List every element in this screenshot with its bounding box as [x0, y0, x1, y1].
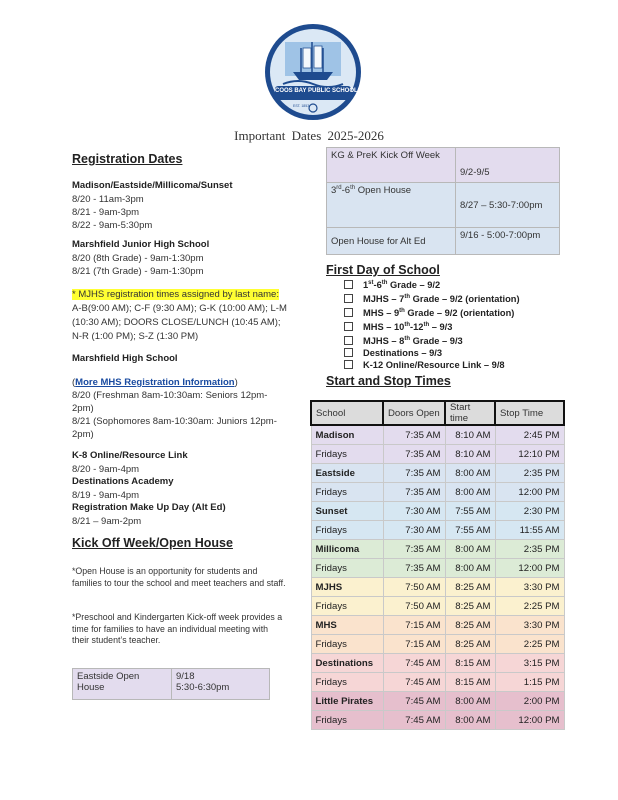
eastside-open-house-time: 5:30-6:30pm [176, 682, 230, 693]
mhs-link-line: (More MHS Registration Information) [72, 377, 238, 388]
school-name-cell: Fridays [311, 445, 383, 464]
column-header-doors-open: Doors Open [383, 401, 445, 425]
times-row [311, 445, 564, 464]
makeup-day-time: 8/21 – 9am-2pm [72, 516, 142, 527]
stop-time-cell: 12:00 PM [495, 483, 564, 502]
times-row [311, 578, 564, 597]
times-row [311, 616, 564, 635]
start-time-cell: 8:00 AM [445, 559, 495, 578]
mjhs-registration-note [72, 288, 290, 344]
registration-heading: Registration Dates [72, 152, 183, 166]
doors-open-cell: 7:15 AM [383, 616, 445, 635]
times-row [311, 464, 564, 483]
destinations-time: 8/19 - 9am-4pm [72, 490, 140, 501]
doors-open-cell: 7:45 AM [383, 654, 445, 673]
first-day-list [344, 277, 520, 371]
school-name-cell: Fridays [311, 559, 383, 578]
school-name-cell: Fridays [311, 597, 383, 616]
times-row [311, 502, 564, 521]
doors-open-cell: 7:35 AM [383, 445, 445, 464]
checkbox-icon [344, 294, 353, 303]
start-stop-times-table [310, 400, 565, 730]
first-day-item-text: Destinations – 9/3 [363, 348, 443, 359]
mjhs-registration-title: Marshfield Junior High School [72, 239, 210, 250]
doors-open-cell: 7:45 AM [383, 711, 445, 730]
stop-time-cell: 2:30 PM [495, 502, 564, 521]
school-name-cell: Fridays [311, 635, 383, 654]
times-row [311, 540, 564, 559]
doors-open-cell: 7:35 AM [383, 559, 445, 578]
doors-open-cell: 7:35 AM [383, 540, 445, 559]
k8-online-time: 8/20 - 9am-4pm [72, 464, 140, 475]
school-name-cell: Fridays [311, 673, 383, 692]
stop-time-cell: 1:15 PM [495, 673, 564, 692]
first-day-item: MJHS – 7th Grade – 9/2 (orientation) [344, 291, 520, 305]
mjhs-note-schedule: A-B(9:00 AM); C-F (9:30 AM); G-K (10:00 AM); L-M (10:30 AM); DOORS CLOSE/LUNCH (10:45 AM); N-R (1:00 PM); S-Z (1:30 PM) [72, 303, 287, 342]
destinations-title: Destinations Academy [72, 476, 174, 487]
checkbox-icon [344, 336, 353, 345]
times-row [311, 673, 564, 692]
logo-established: EST. 1853 [293, 104, 310, 108]
doors-open-cell: 7:30 AM [383, 502, 445, 521]
times-row [311, 597, 564, 616]
school-name-cell: Millicoma [311, 540, 383, 559]
school-name-cell: Fridays [311, 711, 383, 730]
mhs-sophomore-junior-times: 8/21 (Sophomores 8am-10:30am: Juniors 12pm-2pm) [72, 416, 277, 440]
stop-time-cell: 12:10 PM [495, 445, 564, 464]
stop-time-cell: 3:30 PM [495, 578, 564, 597]
first-day-item [344, 359, 520, 371]
times-row [311, 483, 564, 502]
stop-time-cell: 2:35 PM [495, 464, 564, 483]
eastside-open-house-label: Eastside Open House [73, 669, 172, 700]
start-time-cell: 8:15 AM [445, 673, 495, 692]
stop-time-cell: 2:25 PM [495, 635, 564, 654]
eastside-open-house-table [72, 668, 270, 700]
event-label: KG & PreK Kick Off Week [327, 148, 456, 183]
start-time-cell: 8:25 AM [445, 578, 495, 597]
times-row [311, 654, 564, 673]
checkbox-icon [344, 308, 353, 317]
k8-online-title: K-8 Online/Resource Link [72, 450, 188, 461]
start-time-cell: 8:25 AM [445, 616, 495, 635]
start-time-cell: 8:00 AM [445, 711, 495, 730]
stop-time-cell: 12:00 PM [495, 559, 564, 578]
doors-open-cell: 7:45 AM [383, 692, 445, 711]
column-header-school: School [311, 401, 383, 425]
times-row [311, 692, 564, 711]
event-label: 3rd-6th Open House [327, 183, 456, 228]
stop-time-cell: 11:55 AM [495, 521, 564, 540]
start-time-cell: 8:25 AM [445, 597, 495, 616]
school-name-cell: Fridays [311, 483, 383, 502]
first-day-item: MJHS – 8th Grade – 9/3 [344, 333, 520, 347]
checkbox-icon [344, 348, 353, 357]
events-row [327, 148, 560, 183]
start-time-cell: 8:15 AM [445, 654, 495, 673]
doors-open-cell: 7:35 AM [383, 425, 445, 445]
start-time-cell: 8:10 AM [445, 425, 495, 445]
times-row [311, 425, 564, 445]
logo-text: COOS BAY PUBLIC SCHOOLS [275, 88, 362, 94]
events-row [327, 228, 560, 255]
doors-open-cell: 7:35 AM [383, 464, 445, 483]
kickoff-heading: Kick Off Week/Open House [72, 536, 233, 550]
school-name-cell: Destinations [311, 654, 383, 673]
mhs-freshman-senior-times: 8/20 (Freshman 8am-10:30am: Seniors 12pm-2pm) [72, 390, 268, 414]
mhs-registration-info-link[interactable]: More MHS Registration Information [75, 377, 235, 388]
mhs-registration-title: Marshfield High School [72, 353, 178, 364]
doors-open-cell: 7:50 AM [383, 597, 445, 616]
event-date: 9/16 - 5:00-7:00pm [456, 228, 560, 255]
events-table [326, 147, 560, 255]
events-row [327, 183, 560, 228]
start-stop-heading: Start and Stop Times [326, 374, 451, 388]
page-title: Important Dates 2025-2026 [234, 128, 384, 143]
school-name-cell: Fridays [311, 521, 383, 540]
school-name-cell: MJHS [311, 578, 383, 597]
school-name-cell: Madison [311, 425, 383, 445]
checkbox-icon [344, 360, 353, 369]
event-date: 8/27 – 5:30-7:00pm [456, 183, 560, 228]
open-house-description: *Open House is an opportunity for students and families to tour the school and meet teachers and staff. [72, 566, 286, 588]
doors-open-cell: 7:30 AM [383, 521, 445, 540]
start-time-cell: 7:55 AM [445, 502, 495, 521]
school-name-cell: MHS [311, 616, 383, 635]
makeup-day-title: Registration Make Up Day (Alt Ed) [72, 502, 226, 513]
event-label: Open House for Alt Ed [327, 228, 456, 255]
stop-time-cell: 2:00 PM [495, 692, 564, 711]
doors-open-cell: 7:45 AM [383, 673, 445, 692]
first-day-item [344, 347, 520, 359]
first-day-heading: First Day of School [326, 263, 440, 277]
eastside-open-house-when [172, 669, 270, 700]
prek-kickoff-description: *Preschool and Kindergarten Kick-off week provides a time for families to have an individual meeting with their student’s teacher. [72, 612, 283, 645]
start-time-cell: 8:25 AM [445, 635, 495, 654]
elementary-registration-title: Madison/Eastside/Millicoma/Sunset [72, 180, 233, 191]
stop-time-cell: 12:00 PM [495, 711, 564, 730]
first-day-item-text: K-12 Online/Resource Link – 9/8 [363, 360, 505, 371]
start-time-cell: 8:10 AM [445, 445, 495, 464]
start-time-cell: 8:00 AM [445, 464, 495, 483]
times-header-row [311, 401, 564, 425]
first-day-item: MHS – 9th Grade – 9/2 (orientation) [344, 305, 520, 319]
times-row [311, 559, 564, 578]
start-time-cell: 8:00 AM [445, 483, 495, 502]
stop-time-cell: 3:15 PM [495, 654, 564, 673]
first-day-item: MHS – 10th-12th – 9/3 [344, 319, 520, 333]
school-name-cell: Sunset [311, 502, 383, 521]
doors-open-cell: 7:35 AM [383, 483, 445, 502]
start-time-cell: 8:00 AM [445, 692, 495, 711]
checkbox-icon [344, 322, 353, 331]
stop-time-cell: 2:45 PM [495, 425, 564, 445]
mjhs-note-highlight: * MJHS registration times assigned by last name: [72, 289, 279, 300]
doors-open-cell: 7:15 AM [383, 635, 445, 654]
eastside-open-house-date: 9/18 [176, 671, 195, 682]
registration-time-line: 8/20 - 11am-3pm [72, 194, 144, 205]
registration-time-line: 8/21 - 9am-3pm [72, 207, 140, 218]
times-row [311, 521, 564, 540]
stop-time-cell: 2:35 PM [495, 540, 564, 559]
school-district-logo [263, 22, 363, 122]
stop-time-cell: 3:30 PM [495, 616, 564, 635]
registration-time-line: 8/22 - 9am-5:30pm [72, 220, 153, 231]
registration-time-line: 8/20 (8th Grade) - 9am-1:30pm [72, 253, 204, 264]
registration-time-line: 8/21 (7th Grade) - 9am-1:30pm [72, 266, 204, 277]
mjhs-registration-times [72, 252, 203, 278]
elementary-registration-times [72, 193, 152, 232]
event-date: 9/2-9/5 [456, 148, 560, 183]
start-time-cell: 8:00 AM [445, 540, 495, 559]
school-name-cell: Little Pirates [311, 692, 383, 711]
school-name-cell: Eastside [311, 464, 383, 483]
stop-time-cell: 2:25 PM [495, 597, 564, 616]
times-row [311, 635, 564, 654]
times-row [311, 711, 564, 730]
column-header-start-time: Start time [445, 401, 495, 425]
doors-open-cell: 7:50 AM [383, 578, 445, 597]
column-header-stop-time: Stop Time [495, 401, 564, 425]
start-time-cell: 7:55 AM [445, 521, 495, 540]
first-day-item: 1st-6th Grade – 9/2 [344, 277, 520, 291]
checkbox-icon [344, 280, 353, 289]
times-body [311, 425, 564, 730]
